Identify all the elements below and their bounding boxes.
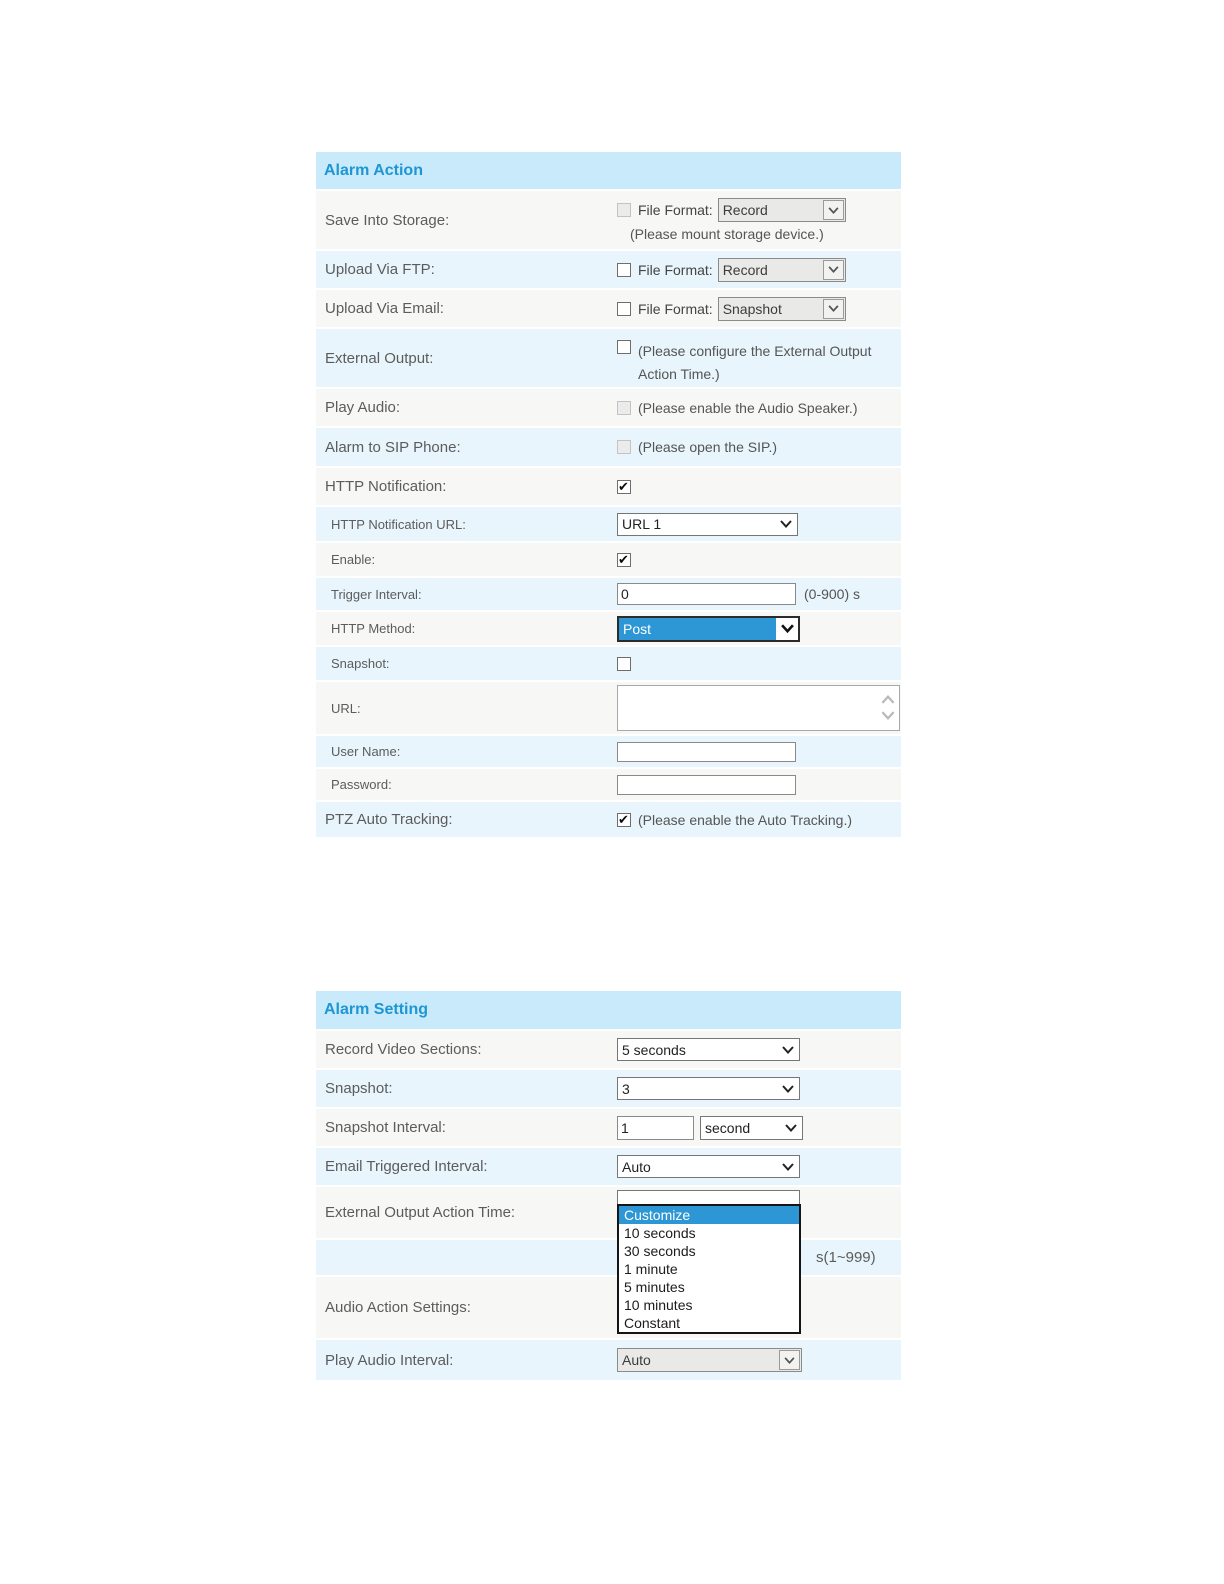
- ptz-auto-tracking-note: (Please enable the Auto Tracking.): [638, 811, 853, 828]
- chevron-down-icon: [777, 1163, 799, 1171]
- password-input[interactable]: [617, 775, 796, 795]
- upload-via-email-label: Upload Via Email:: [325, 300, 444, 317]
- alarm-setting-header: [316, 991, 901, 1031]
- save-into-storage-format-select: [718, 198, 846, 222]
- http-method-label: HTTP Method:: [331, 621, 416, 636]
- file-format-label: File Format:: [638, 261, 713, 278]
- http-method-select[interactable]: [617, 616, 800, 642]
- trigger-interval-unit: (0-900) s: [804, 586, 861, 602]
- external-output-checkbox[interactable]: [617, 340, 631, 354]
- upload-via-ftp-format-select[interactable]: [718, 258, 846, 282]
- play-audio-label: Play Audio:: [325, 399, 401, 416]
- row-play-audio: [316, 389, 901, 428]
- record-video-sections-label: Record Video Sections:: [325, 1041, 482, 1058]
- snapshot-interval-input[interactable]: [617, 1116, 694, 1140]
- chevron-down-icon: [776, 624, 798, 633]
- ptz-auto-tracking-checkbox[interactable]: [617, 813, 631, 827]
- save-into-storage-checkbox: [617, 203, 631, 217]
- row-external-output-action-seconds: [316, 1240, 901, 1277]
- chevron-down-icon: [777, 1046, 799, 1054]
- row-enable: [316, 543, 901, 578]
- save-into-storage-format-value: Record: [722, 202, 768, 218]
- email-triggered-interval-label: Email Triggered Interval:: [325, 1158, 488, 1175]
- snapshot-interval-unit-select[interactable]: [700, 1116, 803, 1140]
- row-record-video-sections: [316, 1031, 901, 1070]
- save-into-storage-label: Save Into Storage:: [325, 211, 450, 229]
- trigger-interval-input[interactable]: [617, 583, 796, 605]
- play-audio-note: (Please enable the Audio Speaker.): [638, 399, 858, 416]
- external-output-label: External Output:: [325, 349, 434, 367]
- ptz-auto-tracking-label: PTZ Auto Tracking:: [325, 811, 453, 828]
- file-format-label: File Format:: [638, 202, 713, 218]
- row-password: [316, 769, 901, 802]
- row-snapshot-count: [316, 1070, 901, 1109]
- alarm-action-title: Alarm Action: [324, 161, 423, 179]
- play-audio-checkbox: [617, 401, 631, 415]
- alarm-setting-panel: [316, 991, 901, 1382]
- upload-via-ftp-label: Upload Via FTP:: [325, 261, 435, 278]
- save-into-storage-note: (Please mount storage device.): [630, 226, 824, 242]
- url-textarea[interactable]: [617, 685, 900, 731]
- chevron-down-icon: [777, 1085, 799, 1093]
- trigger-interval-label: Trigger Interval:: [331, 586, 422, 602]
- enable-label: Enable:: [331, 552, 376, 567]
- row-audio-action-settings: [316, 1277, 901, 1340]
- url-label: URL:: [331, 700, 361, 716]
- dropdown-option-10-seconds[interactable]: 10 seconds: [624, 1225, 696, 1241]
- alarm-setting-title: Alarm Setting: [324, 1001, 429, 1018]
- dropdown-option-5-minutes[interactable]: 5 minutes: [624, 1279, 685, 1295]
- http-method-value: Post: [619, 618, 776, 640]
- http-notification-url-select[interactable]: [617, 513, 798, 536]
- external-output-action-time-dropdown: [617, 1204, 801, 1334]
- upload-via-ftp-format-value: Record: [722, 261, 768, 278]
- snapshot-count-label: Snapshot:: [325, 1080, 393, 1097]
- dropdown-option-30-seconds[interactable]: 30 seconds: [624, 1243, 696, 1259]
- dropdown-option-constant[interactable]: Constant: [624, 1315, 681, 1331]
- http-notification-checkbox[interactable]: [617, 480, 631, 494]
- play-audio-interval-select: [617, 1348, 802, 1372]
- external-output-action-time-label: External Output Action Time:: [325, 1204, 516, 1221]
- user-name-input[interactable]: [617, 742, 796, 762]
- alarm-to-sip-checkbox: [617, 440, 631, 454]
- record-video-sections-select[interactable]: [617, 1038, 800, 1061]
- row-snapshot: [316, 647, 901, 682]
- dropdown-option-customize[interactable]: Customize: [619, 1206, 799, 1224]
- snapshot-interval-label: Snapshot Interval:: [325, 1119, 446, 1136]
- row-http-method: [316, 612, 901, 647]
- row-http-notification: [316, 468, 901, 507]
- row-upload-via-email: [316, 290, 901, 329]
- alarm-action-header: [316, 152, 901, 191]
- chevron-down-icon: [823, 260, 844, 280]
- play-audio-interval-label: Play Audio Interval:: [325, 1351, 454, 1369]
- chevron-down-icon: [775, 520, 797, 528]
- row-external-output: [316, 329, 901, 389]
- snapshot-checkbox[interactable]: [617, 657, 631, 671]
- row-user-name: [316, 736, 901, 769]
- row-external-output-action-time: [316, 1187, 901, 1240]
- upload-via-email-format-select[interactable]: [718, 297, 846, 321]
- chevron-down-icon: [823, 200, 844, 220]
- row-upload-via-ftp: [316, 251, 901, 290]
- http-notification-label: HTTP Notification:: [325, 478, 447, 495]
- row-trigger-interval: [316, 578, 901, 612]
- upload-via-email-checkbox[interactable]: [617, 302, 631, 316]
- chevron-down-icon: [780, 1124, 802, 1132]
- upload-via-ftp-checkbox[interactable]: [617, 263, 631, 277]
- http-notification-url-label: HTTP Notification URL:: [331, 516, 466, 532]
- password-label: Password:: [331, 777, 392, 792]
- external-output-note: (Please configure the External Output Action Time.): [638, 343, 872, 382]
- snapshot-count-value: 3: [622, 1080, 630, 1097]
- row-email-triggered-interval: [316, 1148, 901, 1187]
- row-http-notification-url: [316, 507, 901, 543]
- scroll-down-icon[interactable]: [881, 707, 895, 725]
- dropdown-option-10-minutes[interactable]: 10 minutes: [624, 1297, 693, 1313]
- file-format-label: File Format:: [638, 300, 713, 317]
- enable-checkbox[interactable]: [617, 553, 631, 567]
- upload-via-email-format-value: Snapshot: [722, 300, 782, 317]
- chevron-down-icon: [823, 299, 844, 319]
- snapshot-label: Snapshot:: [331, 656, 390, 671]
- email-triggered-interval-select[interactable]: [617, 1155, 800, 1178]
- user-name-label: User Name:: [331, 744, 401, 759]
- alarm-to-sip-label: Alarm to SIP Phone:: [325, 438, 461, 456]
- play-audio-interval-value: Auto: [622, 1352, 651, 1368]
- row-ptz-auto-tracking: [316, 802, 901, 839]
- row-alarm-to-sip: [316, 428, 901, 468]
- row-url: [316, 682, 901, 736]
- email-triggered-interval-value: Auto: [622, 1158, 651, 1175]
- row-play-audio-interval: [316, 1340, 901, 1382]
- record-video-sections-value: 5 seconds: [622, 1041, 686, 1058]
- snapshot-interval-unit-value: second: [705, 1119, 751, 1136]
- alarm-action-panel: [316, 152, 901, 839]
- dropdown-option-1-minute[interactable]: 1 minute: [624, 1261, 678, 1277]
- alarm-to-sip-note: (Please open the SIP.): [638, 439, 778, 455]
- snapshot-count-select[interactable]: [617, 1077, 800, 1100]
- chevron-down-icon: [779, 1350, 800, 1370]
- action-time-unit-text: s(1~999): [816, 1249, 876, 1266]
- row-save-into-storage: [316, 191, 901, 251]
- audio-action-settings-label: Audio Action Settings:: [325, 1299, 471, 1316]
- row-snapshot-interval: [316, 1109, 901, 1148]
- http-notification-url-value: URL 1: [622, 516, 662, 532]
